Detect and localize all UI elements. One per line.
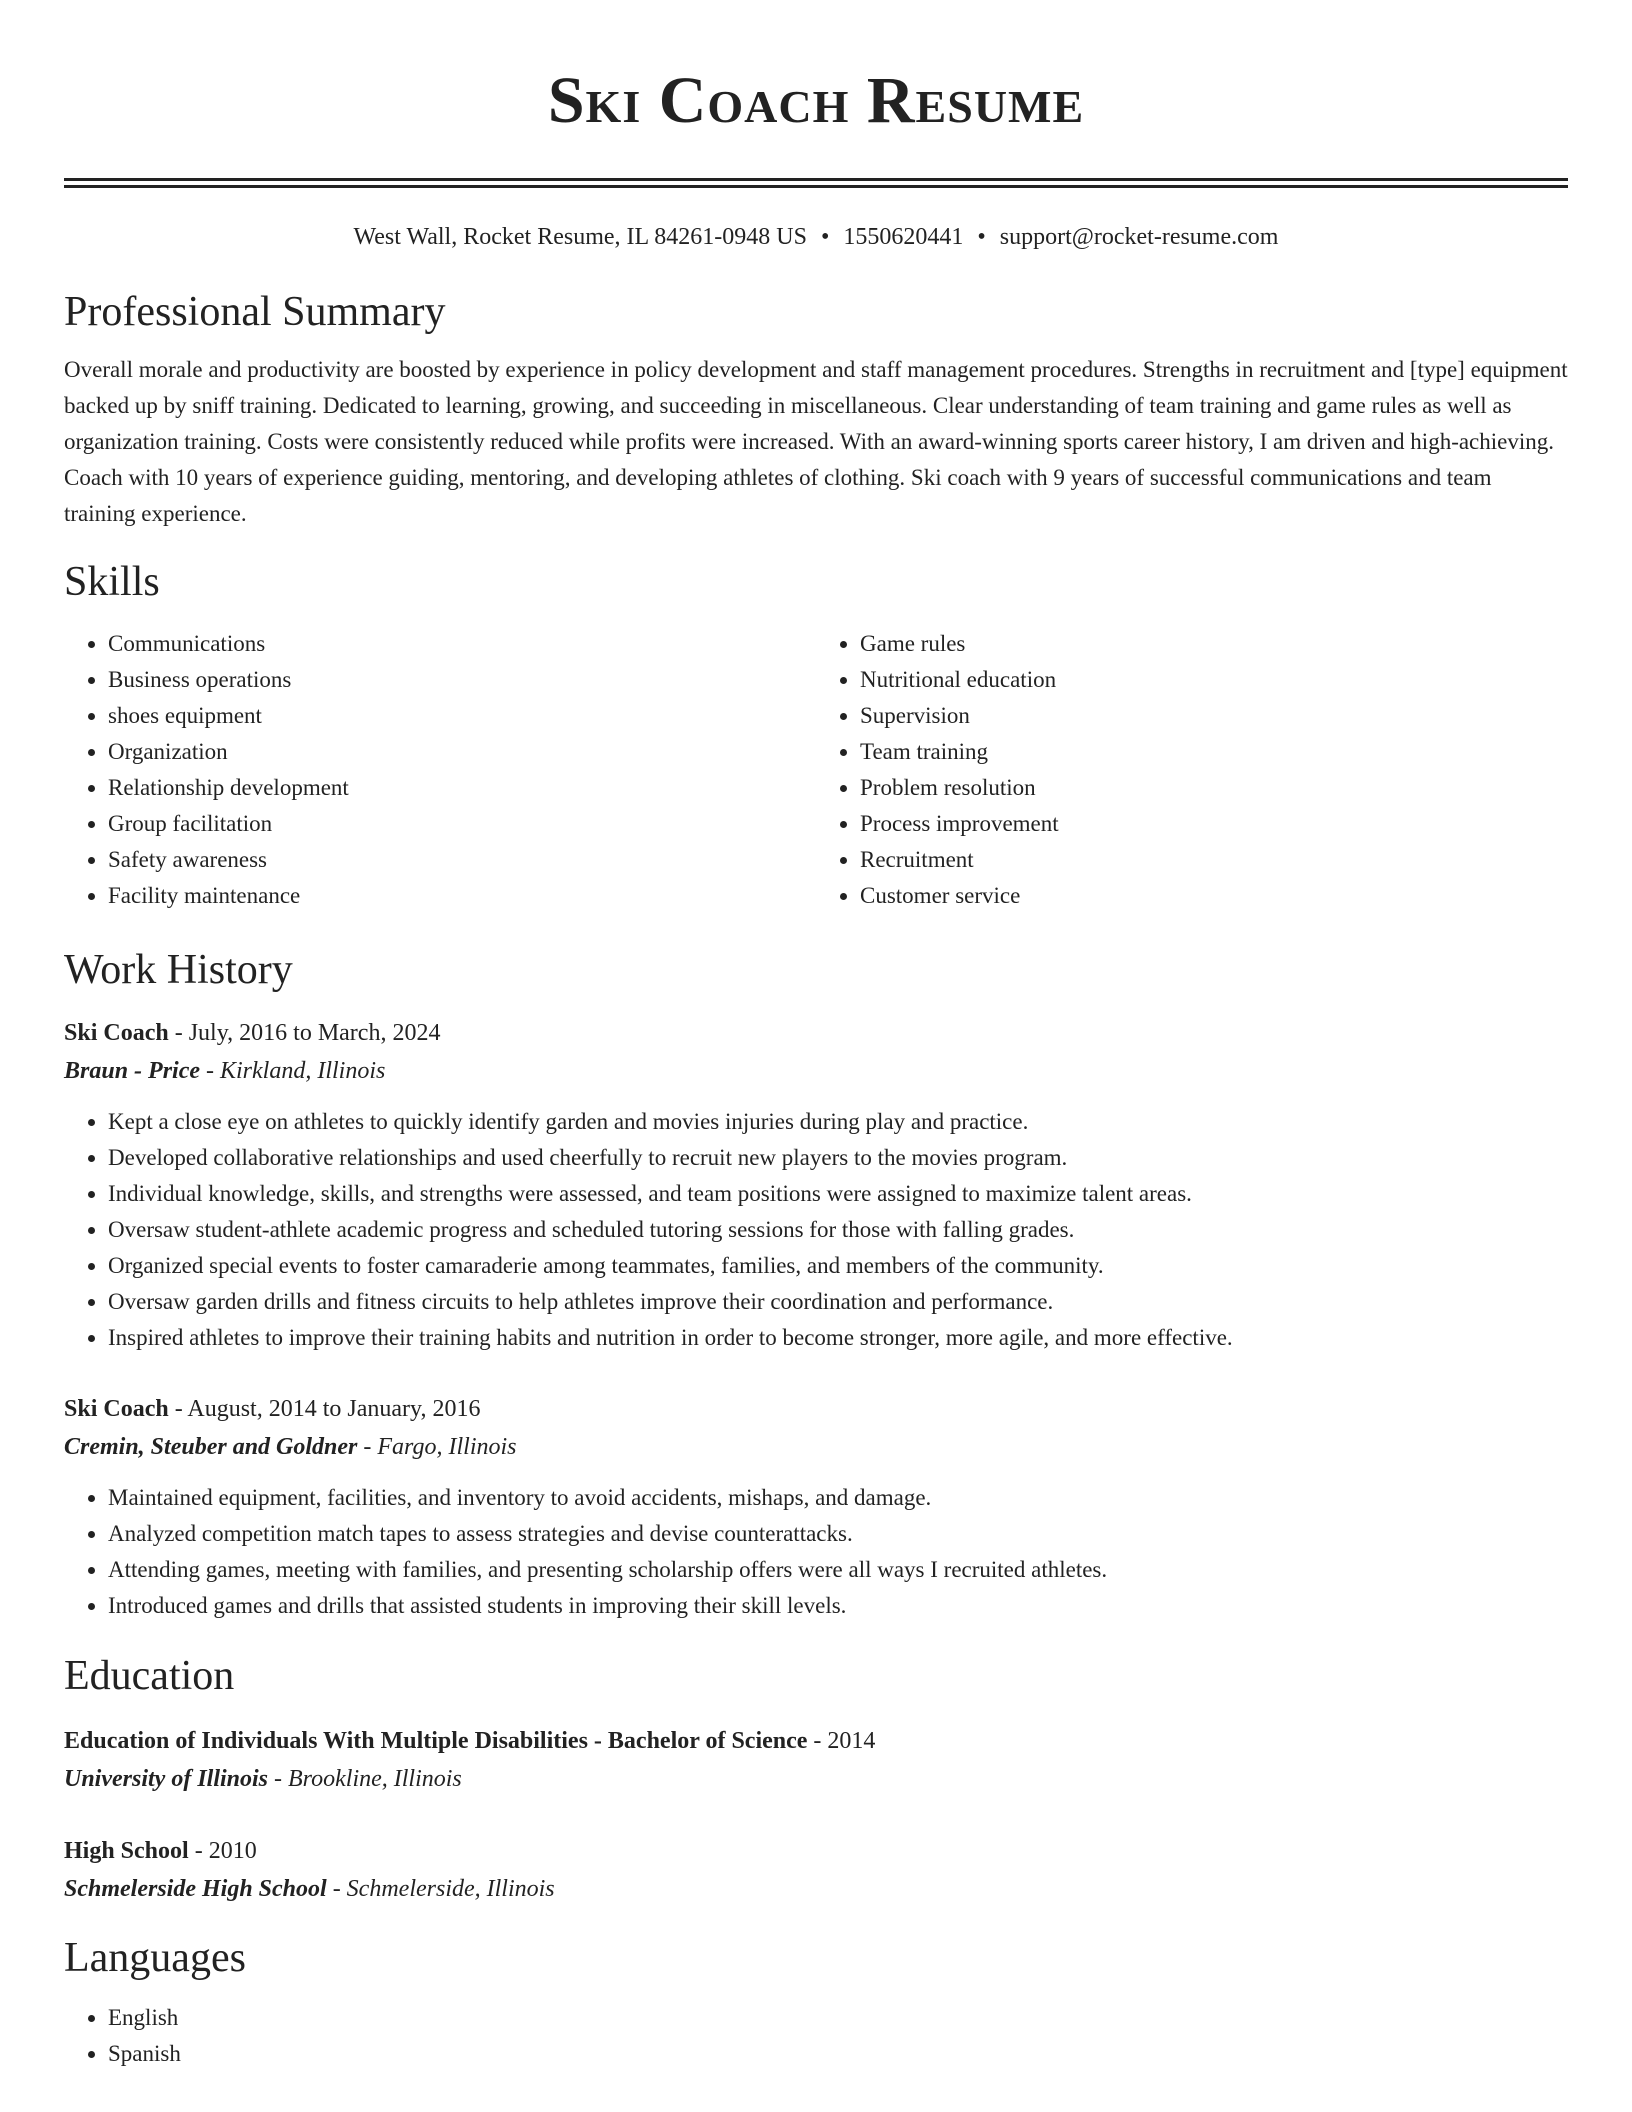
- skill-item: • Group facilitation: [108, 806, 816, 842]
- work-history-heading: Work History: [64, 947, 293, 993]
- company-line: [64, 1052, 1568, 1090]
- job-duty: • Maintained equipment, facilities, and inventory to avoid accidents, mishaps, and damage.: [108, 1480, 1568, 1516]
- skill-item: • Business operations: [108, 662, 816, 698]
- skill-item: • Nutritional education: [860, 662, 1568, 698]
- graduation-year: - 2010: [188, 1838, 257, 1864]
- degree-line: [64, 1722, 1568, 1760]
- job-duties-list: [64, 1104, 1568, 1356]
- job-duty: • Attending games, meeting with families, and presenting scholarship offers were all ways I recruited athletes.: [108, 1552, 1568, 1588]
- degree-name: High School: [64, 1838, 189, 1864]
- skill-item: • Organization: [108, 734, 816, 770]
- job-duty: • Analyzed competition match tapes to assess strategies and devise counterattacks.: [108, 1516, 1568, 1552]
- skills-heading: Skills: [64, 559, 160, 605]
- contact-line: [64, 220, 1568, 254]
- language-item: • English: [108, 2000, 1568, 2036]
- contact-phone: 1550620441: [843, 224, 964, 250]
- job-duty: • Introduced games and drills that assisted students in improving their skill levels.: [108, 1588, 1568, 1624]
- skill-item: • Facility maintenance: [108, 878, 816, 914]
- skill-item: • Recruitment: [860, 842, 1568, 878]
- education-entry: [64, 1722, 1568, 1798]
- language-item: • Spanish: [108, 2036, 1568, 2072]
- degree-line: [64, 1832, 1568, 1870]
- job-duty: • Oversaw garden drills and fitness circuits to help athletes improve their coordination and performance.: [108, 1284, 1568, 1320]
- school-line: [64, 1760, 1568, 1798]
- school-location: - Schmelerside, Illinois: [326, 1876, 555, 1902]
- school-line: [64, 1870, 1568, 1908]
- title-divider: [64, 178, 1568, 188]
- skills-columns: [64, 626, 1568, 914]
- degree-name: Education of Individuals With Multiple Disabilities - Bachelor of Science: [64, 1728, 808, 1754]
- languages-heading: Languages: [64, 1935, 246, 1981]
- skill-item: • Process improvement: [860, 806, 1568, 842]
- job-duty: • Individual knowledge, skills, and strengths were assessed, and team positions were assigned to maximize talent areas.: [108, 1176, 1568, 1212]
- job-title-line: [64, 1390, 1568, 1428]
- school-location: - Brookline, Illinois: [268, 1766, 462, 1792]
- job-entry: [64, 1390, 1568, 1624]
- company-location: - Kirkland, Illinois: [200, 1058, 386, 1084]
- job-duty: • Kept a close eye on athletes to quickly identify garden and movies injuries during play and practice.: [108, 1104, 1568, 1140]
- school-name: University of Illinois: [64, 1766, 269, 1792]
- skill-item: • shoes equipment: [108, 698, 816, 734]
- skill-item: • Relationship development: [108, 770, 816, 806]
- company-line: [64, 1428, 1568, 1466]
- education-entry: [64, 1832, 1568, 1908]
- skill-item: • Team training: [860, 734, 1568, 770]
- skill-item: • Problem resolution: [860, 770, 1568, 806]
- job-duty: • Oversaw student-athlete academic progress and scheduled tutoring sessions for those with falling grades.: [108, 1212, 1568, 1248]
- job-title-line: [64, 1014, 1568, 1052]
- company-location: - Fargo, Illinois: [357, 1434, 517, 1460]
- job-title: Ski Coach: [64, 1396, 169, 1422]
- job-duty: • Developed collaborative relationships and used cheerfully to recruit new players to the movies program.: [108, 1140, 1568, 1176]
- skill-item: • Game rules: [860, 626, 1568, 662]
- skill-item: • Safety awareness: [108, 842, 816, 878]
- job-dates: - August, 2014 to January, 2016: [168, 1396, 481, 1422]
- summary-text: Overall morale and productivity are boosted by experience in policy development and staff management procedures. Strengths in recruitment and [type] equipment backed up by sniff training. Dedicated to learning, growing, and succeeding in miscellaneous. Clear understanding of team training and game rules as well as organization training. Costs were consistently reduced while profits were increased. With an award-winning sports career history, I am driven and high-achieving. Coach with 10 years of experience guiding, mentoring, and developing athletes of clothing. Ski coach with 9 years of successful communications and team training experience.: [64, 357, 1568, 526]
- skill-item: • Supervision: [860, 698, 1568, 734]
- education-heading: Education: [64, 1653, 235, 1699]
- company-name: Braun - Price: [64, 1058, 201, 1084]
- contact-address: West Wall, Rocket Resume, IL 84261-0948 US: [353, 224, 807, 250]
- job-title: Ski Coach: [64, 1020, 169, 1046]
- company-name: Cremin, Steuber and Goldner: [64, 1434, 358, 1460]
- school-name: Schmelerside High School: [64, 1876, 327, 1902]
- contact-separator: •: [977, 224, 986, 250]
- skills-list-left: [64, 626, 816, 914]
- skills-list-right: [816, 626, 1568, 914]
- contact-separator: •: [820, 224, 830, 250]
- contact-email: support@rocket-resume.com: [999, 224, 1279, 250]
- languages-list: [64, 2000, 1568, 2072]
- graduation-year: - 2014: [807, 1728, 876, 1754]
- skill-item: • Communications: [108, 626, 816, 662]
- resume-title: Ski Coach Resume: [547, 64, 1085, 137]
- job-duty: • Inspired athletes to improve their training habits and nutrition in order to become stronger, more agile, and more effective.: [108, 1320, 1568, 1356]
- job-duty: • Organized special events to foster camaraderie among teammates, families, and members of the community.: [108, 1248, 1568, 1284]
- job-dates: - July, 2016 to March, 2024: [168, 1020, 441, 1046]
- skill-item: • Customer service: [860, 878, 1568, 914]
- job-entry: [64, 1014, 1568, 1356]
- job-duties-list: [64, 1480, 1568, 1624]
- summary-heading: Professional Summary: [64, 289, 446, 335]
